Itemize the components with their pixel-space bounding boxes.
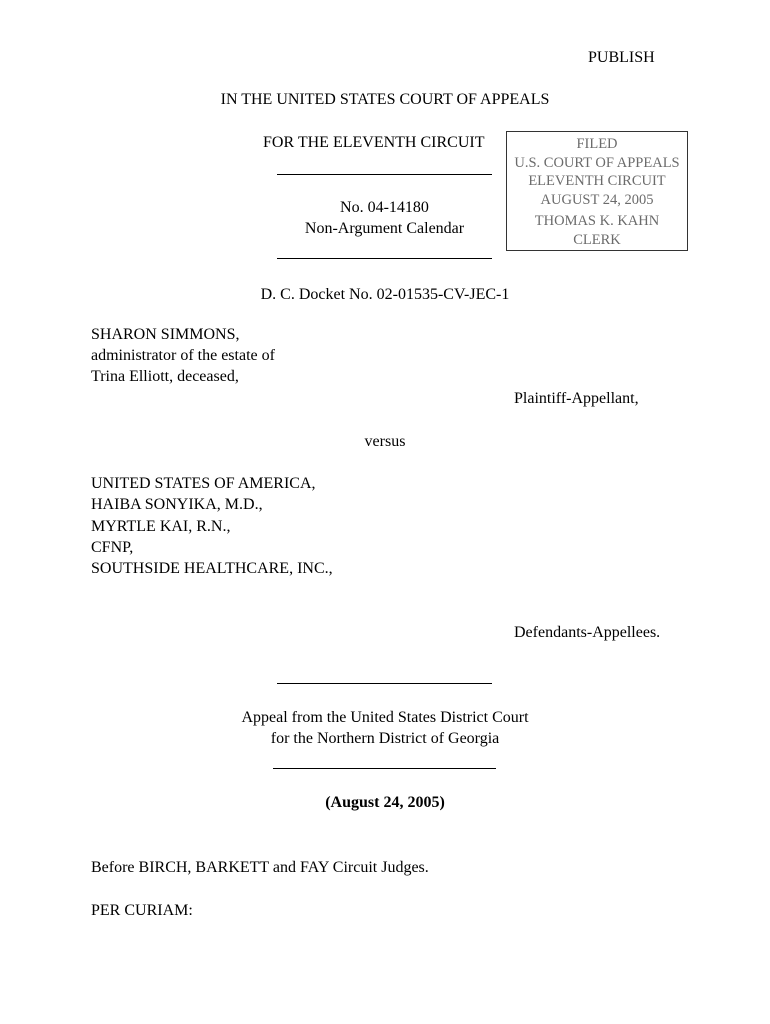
plaintiff-line-1: SHARON SIMMONS,	[91, 326, 240, 343]
appeal-line-1: Appeal from the United States District Court	[241, 709, 529, 726]
decision-date: (August 24, 2005)	[325, 794, 445, 811]
case-calendar: Non-Argument Calendar	[304, 220, 465, 237]
circuit-title: FOR THE ELEVENTH CIRCUIT	[263, 134, 485, 151]
case-number: No. 04-14180	[340, 199, 429, 216]
rule-4	[273, 768, 496, 769]
rule-3	[277, 683, 492, 684]
defendant-line-5: SOUTHSIDE HEALTHCARE, INC.,	[91, 560, 333, 577]
versus-label: versus	[364, 433, 406, 450]
plaintiff-role: Plaintiff-Appellant,	[514, 390, 639, 407]
plaintiff-line-2: administrator of the estate of	[91, 347, 275, 364]
rule-2	[277, 258, 492, 259]
rule-1	[277, 174, 492, 175]
stamp-clerk-title: CLERK	[573, 231, 621, 248]
defendants-role: Defendants-Appellees.	[514, 624, 661, 641]
appeal-line-2: for the Northern District of Georgia	[270, 730, 500, 747]
docket-number: D. C. Docket No. 02-01535-CV-JEC-1	[260, 286, 510, 303]
defendant-line-1: UNITED STATES OF AMERICA,	[91, 475, 316, 492]
defendant-line-3: MYRTLE KAI, R.N.,	[91, 518, 231, 535]
stamp-filed: FILED	[576, 136, 618, 152]
defendant-line-2: HAIBA SONYIKA, M.D.,	[91, 496, 263, 513]
filed-stamp	[506, 131, 688, 251]
stamp-clerk-name: THOMAS K. KAHN	[534, 213, 660, 229]
stamp-date: AUGUST 24, 2005	[540, 191, 654, 208]
stamp-court: U.S. COURT OF APPEALS	[514, 154, 680, 171]
stamp-circuit: ELEVENTH CIRCUIT	[528, 173, 666, 189]
panel-judges: Before BIRCH, BARKETT and FAY Circuit Judges.	[91, 859, 429, 876]
publish-label: PUBLISH	[588, 49, 655, 66]
court-title: IN THE UNITED STATES COURT OF APPEALS	[220, 91, 550, 108]
defendant-line-4: CFNP,	[91, 539, 134, 556]
per-curiam: PER CURIAM:	[91, 902, 193, 919]
plaintiff-line-3: Trina Elliott, deceased,	[91, 368, 239, 385]
